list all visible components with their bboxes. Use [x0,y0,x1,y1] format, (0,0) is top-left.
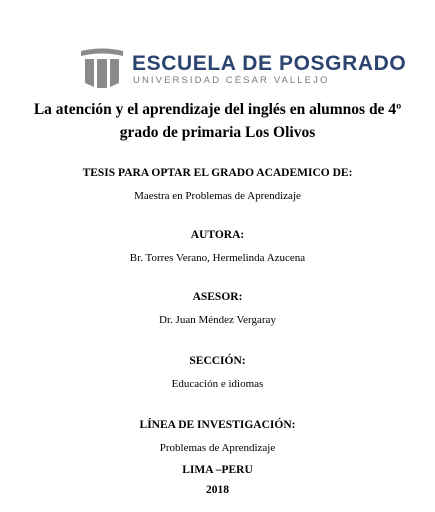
author-value: Br. Torres Verano, Hermelinda Azucena [129,252,306,264]
research-line-heading: LÍNEA DE INVESTIGACIÓN: [139,419,296,431]
escuela-posgrado-logo-icon [80,47,124,89]
location: LIMA –PERU [182,464,253,476]
author-heading: AUTORA: [190,229,245,241]
research-line-value: Problemas de Aprendizaje [159,442,276,454]
advisor-heading: ASESOR: [192,291,243,303]
section-heading: SECCIÓN: [189,355,246,367]
university-logo [76,44,407,94]
thesis-title-line-1: La atención y el aprendizaje del inglés en alumnos de 4º [33,101,402,118]
logo-subtitle: UNIVERSIDAD CÉSAR VALLEJO [133,75,330,86]
year: 2018 [206,484,229,496]
logo-title: ESCUELA DE POSGRADO [132,52,407,75]
advisor-value: Dr. Juan Méndez Vergaray [159,314,276,326]
degree-heading: TESIS PARA OPTAR EL GRADO ACADEMICO DE: [82,167,353,179]
thesis-title-line-2: grado de primaria Los Olivos [119,124,316,141]
section-value: Educación e idiomas [171,378,264,390]
degree-value: Maestra en Problemas de Aprendizaje [134,190,301,202]
